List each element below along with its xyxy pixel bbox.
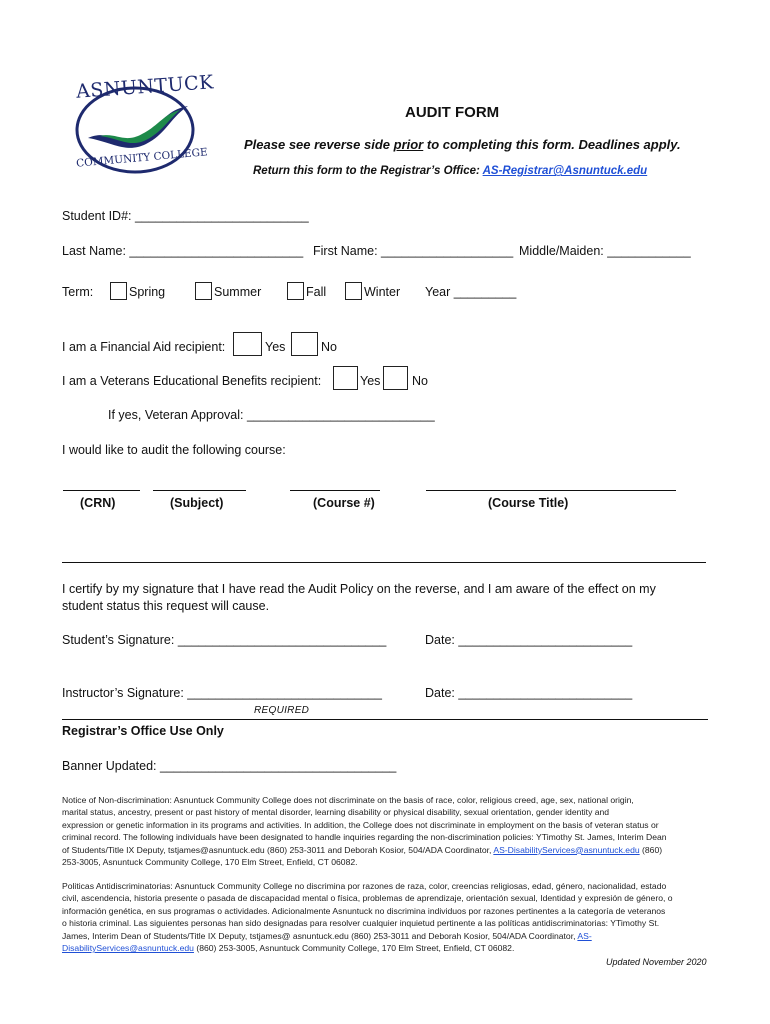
financial-aid-yes-label: Yes [265, 340, 286, 354]
veterans-no-label: No [412, 374, 428, 388]
disability-services-link-es-part1[interactable]: AS- [577, 930, 592, 941]
notice-en-line-3: expression or genetic information in its programs and activities. In addition, the College does not discriminate in employment on the basis of veteran status or [62, 819, 659, 830]
logo-name-bottom: COMMUNITY COLLEGE [75, 146, 209, 170]
required-note: REQUIRED [254, 705, 310, 716]
student-signature-field[interactable]: Student’s Signature: ______________________________ [62, 633, 387, 647]
notice-es-line-3: información genética, en sus programas o actividades. Adicionalmente Asnuntuck no discrimina individuos por razones pertinentes a la categoría de veteranos [62, 905, 666, 916]
notice-en-line-2: marital status, ancestry, present or past history of mental disorder, learning disability or physical disability, sexual orientation, gender identity and [62, 807, 610, 818]
subject-caption: (Subject) [170, 496, 224, 510]
student-id-field[interactable]: Student ID#: _________________________ [62, 209, 309, 223]
section-divider-line [62, 562, 706, 563]
registrar-email-link[interactable]: AS-Registrar@Asnuntuck.edu [482, 165, 648, 177]
logo-name-top: ASNUNTUCK [75, 71, 215, 103]
registrar-divider [62, 719, 708, 720]
instruction-prior: prior [393, 137, 424, 152]
financial-aid-label: I am a Financial Aid recipient: [62, 340, 226, 354]
politicas-notice [62, 880, 712, 954]
course-title-line[interactable] [426, 490, 676, 491]
notice-en-line-5 [62, 844, 712, 856]
certify-line-2: student status this request will cause. [62, 599, 270, 613]
banner-updated-field[interactable]: Banner Updated: __________________________________ [62, 759, 397, 773]
audit-course-label: I would like to audit the following course: [62, 443, 286, 457]
term-winter-label: Winter [364, 285, 401, 299]
college-logo [70, 71, 215, 180]
registrar-heading: Registrar’s Office Use Only [62, 724, 224, 738]
notice-es-line-6-text: (860) 253-3005, Asnuntuck Community College, 170 Elm Street, Enfield, CT 06082. [193, 943, 515, 954]
veterans-yes-checkbox[interactable] [333, 366, 358, 390]
notice-en-line-5-phone: (860) [639, 844, 663, 855]
year-field[interactable]: Year _________ [425, 285, 517, 299]
notice-en-line-1: Notice of Non-discrimination: Asnuntuck Community College does not discriminate on the basis of race, color, religious creed, age, sex, national origin, [62, 795, 634, 805]
middle-name-field[interactable]: Middle/Maiden: ____________ [519, 244, 691, 258]
notice-es-line-6 [62, 942, 712, 954]
veterans-label: I am a Veterans Educational Benefits recipient: [62, 374, 322, 388]
instruction-line [244, 137, 681, 152]
term-summer-checkbox[interactable] [195, 282, 212, 300]
last-name-field[interactable]: Last Name: _________________________ [62, 244, 304, 258]
term-fall-checkbox[interactable] [287, 282, 304, 300]
first-name-field[interactable]: First Name: ___________________ [313, 244, 514, 258]
course-title-caption: (Course Title) [488, 496, 569, 510]
instructor-signature-field[interactable]: Instructor’s Signature: ____________________________ [62, 686, 382, 700]
return-line [253, 165, 647, 177]
subject-line[interactable] [153, 490, 246, 491]
notice-es-line-5-text: James, Interim Dean of Students/Title IX Deputy, tstjames@ asnuntuck.edu (860) 253-3011 and Deborah Kosior, 504/ADA Coordinator, [62, 930, 578, 941]
disability-services-link-es-part2[interactable]: DisabilityServices@asnuntuck.edu [62, 943, 194, 954]
course-number-line[interactable] [290, 490, 380, 491]
notice-es-line-1: Politicas Antidiscriminatorias: Asnuntuck Community College no discrimina por razones de raza, color, creencias religiosas, edad, género, nacionalidad, estado [62, 881, 667, 891]
notice-es-line-5 [62, 930, 712, 942]
updated-date: Updated November 2020 [606, 957, 707, 967]
financial-aid-yes-checkbox[interactable] [233, 332, 262, 356]
veteran-approval-field[interactable]: If yes, Veteran Approval: ___________________________ [108, 408, 435, 422]
instruction-post: to completing this form. Deadlines apply. [423, 137, 681, 152]
student-date-field[interactable]: Date: _________________________ [425, 633, 633, 647]
disability-services-link[interactable]: AS-DisabilityServices@asnuntuck.edu [493, 844, 640, 855]
notice-es-line-2: civil, ascendencia, historia presente o pasada de discapacidad mental o física, problemas de aprendizaje, orientación sexual, Identidad y expresión de género, o [62, 893, 673, 904]
notice-en-line-6: 253-3005, Asnuntuck Community College, 170 Elm Street, Enfield, CT 06082. [62, 857, 358, 868]
nondiscrimination-notice [62, 794, 712, 868]
term-label: Term: [62, 285, 94, 299]
term-fall-label: Fall [306, 285, 327, 299]
instructor-date-field[interactable]: Date: _________________________ [425, 686, 633, 700]
form-title: AUDIT FORM [405, 104, 500, 121]
instruction-pre: Please see reverse side [244, 137, 394, 152]
financial-aid-no-checkbox[interactable] [291, 332, 318, 356]
veterans-no-checkbox[interactable] [383, 366, 408, 390]
term-winter-checkbox[interactable] [345, 282, 362, 300]
notice-es-line-4: o historia criminal. Las siguientes personas han sido designadas para resolver cualquier inquietud pertinente a las políticas antidiscriminatorias: YTimothy St. [62, 918, 660, 929]
crn-line[interactable] [63, 490, 140, 491]
certify-line-1: I certify by my signature that I have read the Audit Policy on the reverse, and I am aware of the effect on my [62, 582, 656, 596]
term-spring-checkbox[interactable] [110, 282, 127, 300]
course-number-caption: (Course #) [313, 496, 375, 510]
notice-en-line-5-text: of Students/Title IX Deputy, tstjames@asnuntuck.edu (860) 253-3011 and Deborah Kosior, 504/ADA Coordinator, [62, 844, 494, 855]
term-summer-label: Summer [214, 285, 262, 299]
veterans-yes-label: Yes [360, 374, 381, 388]
financial-aid-no-label: No [321, 340, 337, 354]
crn-caption: (CRN) [80, 496, 116, 510]
notice-en-line-4: criminal record. The following individuals have been designated to handle inquiries regarding the non-discrimination policies: YTimothy St. James, Interim Dean [62, 832, 667, 843]
return-text: Return this form to the Registrar’s Office: [253, 165, 483, 177]
term-spring-label: Spring [129, 285, 166, 299]
